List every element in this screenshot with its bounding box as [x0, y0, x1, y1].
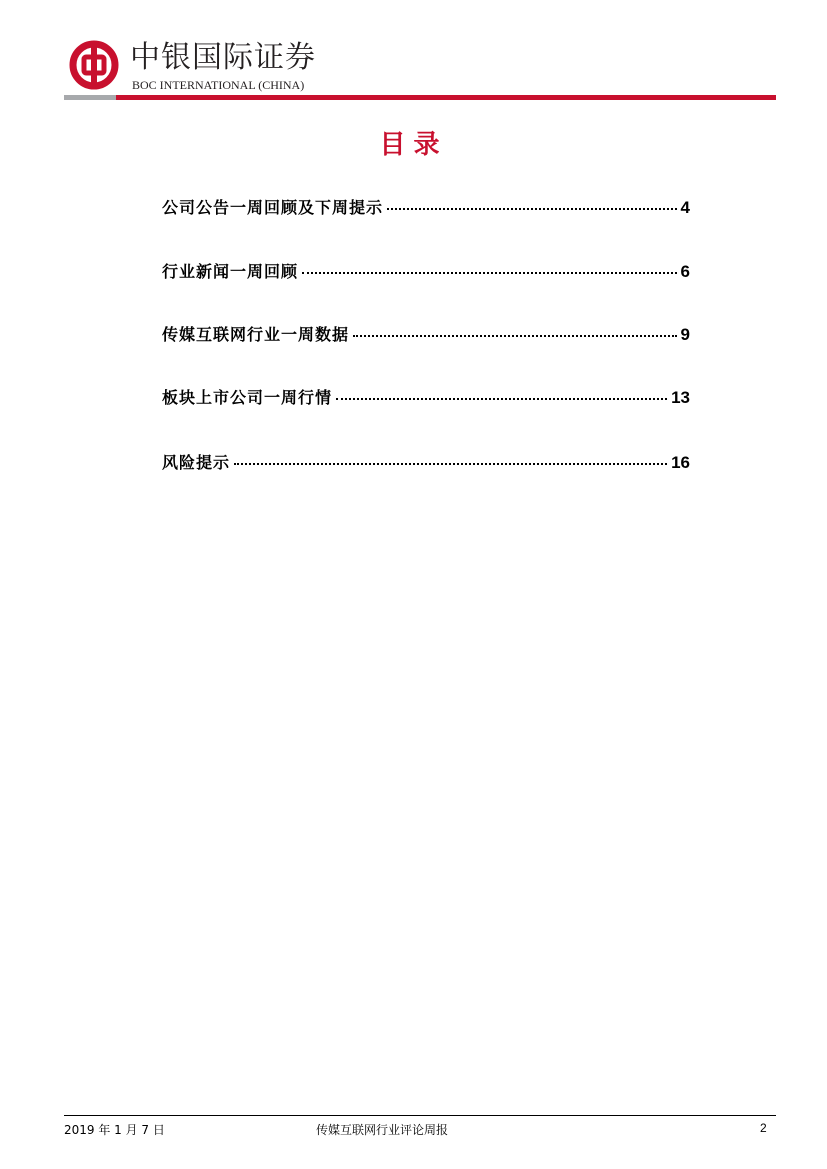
toc-entry[interactable]: [162, 195, 690, 221]
toc-entry[interactable]: [162, 385, 690, 411]
header-rule-gray: [64, 95, 116, 100]
toc-entry-label: 行业新闻一周回顾: [162, 262, 299, 281]
footer-rule: [64, 1115, 776, 1116]
header-rule-red: [116, 95, 776, 100]
footer-date: 2019 年 1 月 7 日: [64, 1123, 165, 1137]
toc-entry[interactable]: [162, 259, 690, 285]
toc-title: 目录: [379, 130, 448, 160]
toc-entry-page: 9: [680, 325, 690, 344]
toc-leader-dots: [387, 208, 677, 210]
brand-name-english: BOC INTERNATIONAL (CHINA): [132, 78, 305, 92]
page-header: [64, 36, 776, 104]
brand-name-chinese: 中银国际证券: [130, 40, 316, 75]
toc-leader-dots: [302, 272, 677, 274]
boc-logo-icon: [69, 40, 119, 90]
toc-entry-page: 16: [671, 453, 690, 472]
toc-leader-dots: [234, 463, 667, 465]
toc-entry-page: 6: [680, 262, 690, 281]
toc-entry-label: 传媒互联网行业一周数据: [162, 325, 350, 344]
toc-entry-page: 4: [680, 198, 690, 217]
footer-report-title: 传媒互联网行业评论周报: [316, 1123, 449, 1137]
toc-entry[interactable]: [162, 322, 690, 348]
toc-entry-page: 13: [671, 388, 690, 407]
toc-entry-label: 公司公告一周回顾及下周提示: [162, 198, 384, 217]
footer-page-number: 2: [760, 1121, 767, 1135]
toc-entry-label: 板块上市公司一周行情: [162, 388, 333, 407]
toc-entry-label: 风险提示: [162, 453, 231, 472]
toc-leader-dots: [336, 398, 667, 400]
toc-leader-dots: [353, 335, 677, 337]
toc-entry[interactable]: [162, 450, 690, 476]
